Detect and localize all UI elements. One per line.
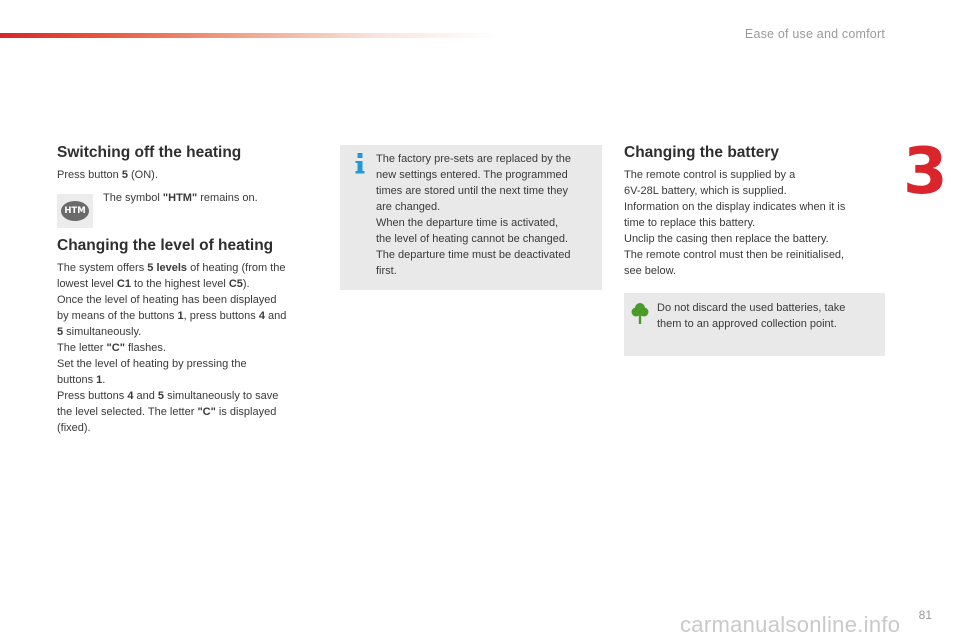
change-level-heading: Changing the level of heating: [57, 237, 274, 254]
watermark: carmanualsonline.info: [680, 612, 901, 637]
page-number: 81: [918, 608, 932, 622]
htm-symbol-icon: HTM: [61, 201, 89, 221]
eco-note-text: Do not discard the used batteries, take them to an approved collection point.: [657, 302, 846, 330]
symbol-text: The symbol "HTM" remains on.: [103, 192, 258, 204]
section-title: Ease of use and comfort: [744, 27, 885, 41]
battery-heading: Changing the battery: [624, 144, 780, 161]
htm-symbol-box: [57, 194, 93, 228]
info-icon: [354, 153, 366, 175]
info-note-box: [340, 145, 602, 290]
switch-off-heading: Switching off the heating: [57, 144, 242, 161]
info-note-text: The factory pre-sets are replaced by the new settings entered. The programmed times are stored until the next time they are changed. When the departure time is activated, the level of heating cannot be changed. The departure time must be deactivated first.: [376, 153, 572, 277]
chapter-number: 3: [903, 135, 948, 209]
press-button-text: Press button 5 (ON).: [57, 169, 158, 181]
battery-body: The remote control is supplied by a 6V-28L battery, which is supplied. Information on the display indicates when it is time to replace this battery. Unclip the casing then replace the battery. The remote control must then be reinitialised, see below.: [624, 169, 846, 277]
tree-icon: [631, 302, 649, 324]
change-level-body: The system offers 5 levels of heating (from the lowest level C1 to the highest level C5). Once the level of heating has been displayed by means of the buttons 1, press buttons 4 and 5 simultaneously. The letter "C" flashes. Set the level of heating by pressing the buttons 1. Press buttons 4 and 5 simultaneously to save the level selected. The letter "C" is displayed (fixed).: [57, 262, 287, 434]
header-gradient-bar: [0, 33, 500, 38]
eco-note-box: [624, 293, 885, 356]
